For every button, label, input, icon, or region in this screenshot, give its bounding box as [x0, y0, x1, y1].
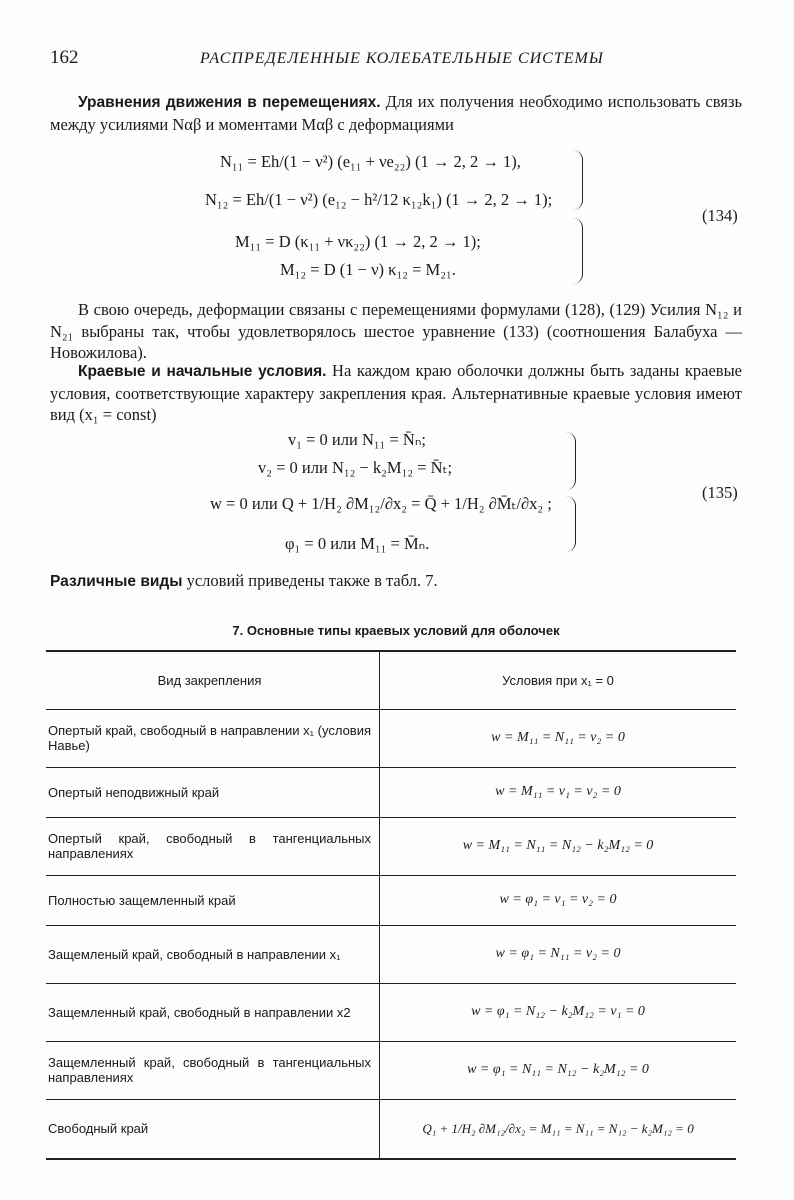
- boundary-conditions-table: [46, 650, 736, 1160]
- support-type-cell: Защемленный край, свободный в направлении x2: [46, 983, 380, 1041]
- table-row: [46, 1041, 736, 1099]
- condition-cell: Q₁ + 1/H₂ ∂M₁₂/∂x₂ = M₁₁ = N₁₁ = N₁₂ − k₂M₁₂ = 0: [380, 1099, 737, 1159]
- equation-line: φ₁ = 0 или M₁₁ = M̄ₙ.: [285, 534, 430, 553]
- paragraph-table-reference: [50, 570, 742, 593]
- paragraph-motion-equations: [50, 91, 742, 135]
- table-row: [46, 875, 736, 925]
- support-type-cell: Опертый край, свободный в направлении x₁ (условия Навье): [46, 709, 380, 767]
- page-number: 162: [50, 47, 79, 68]
- table-header-row: [46, 651, 736, 709]
- paragraph-heading: Уравнения движения в перемещениях.: [78, 94, 381, 111]
- equation-line: w = 0 или Q + 1/H₂ ∂M₁₂/∂x₂ = Q̄ + 1/H₂ ∂M̄ₜ/∂x₂ ;: [210, 494, 552, 513]
- support-type-cell: Опертый край, свободный в тангенциальных направлениях: [46, 817, 380, 875]
- table-row: [46, 1099, 736, 1159]
- equation-number: (135): [702, 483, 738, 502]
- paragraph-heading: Различные виды: [50, 573, 183, 590]
- equation-line: M₁₂ = D (1 − ν) κ₁₂ = M₂₁.: [280, 260, 456, 279]
- right-brace-lower: [565, 496, 576, 552]
- equation-135: [200, 430, 570, 560]
- equation-line: v₂ = 0 или N₁₂ − k₂M₁₂ = N̄ₜ;: [258, 458, 453, 477]
- condition-cell: w = φ₁ = N₁₁ = v₂ = 0: [380, 925, 737, 983]
- paragraph-deformations: В свою очередь, деформации связаны с перемещениями формулами (128), (129) Усилия N₁₂ и N₂₁ выбраны так, чтобы удовлетворялось шестое уравнение (133) (соотношения Балабуха — Новожилова).: [50, 300, 742, 362]
- support-type-cell: Полностью защемленный край: [46, 875, 380, 925]
- condition-cell: w = φ₁ = v₁ = v₂ = 0: [380, 875, 737, 925]
- table-row: [46, 709, 736, 767]
- support-type-cell: Защемленый край, свободный в направлении x₁: [46, 925, 380, 983]
- condition-cell: w = φ₁ = N₁₂ − k₂M₁₂ = v₁ = 0: [380, 983, 737, 1041]
- right-brace-upper: [572, 150, 583, 210]
- paragraph-text: На каждом краю оболочки должны быть заданы краевые условия, соответствующие характеру закрепления края. Альтернативные краевые условия имеют вид (x₁ = const): [50, 361, 742, 424]
- table-row: [46, 983, 736, 1041]
- equation-line: N₁₂ = Eh/(1 − ν²) (e₁₂ − h²/12 κ₁₂k₁) (1 → 2, 2 → 1);: [205, 190, 553, 209]
- column-header-support-type: Вид закрепления: [46, 651, 380, 709]
- support-type-cell: Свободный край: [46, 1099, 380, 1159]
- paragraph-text: Для их получения необходимо использовать связь между усилиями Nαβ и моментами Mαβ с деформациями: [50, 92, 742, 134]
- table-row: [46, 925, 736, 983]
- equation-134: [190, 150, 580, 286]
- right-brace-upper: [565, 432, 576, 490]
- equation-line: v₁ = 0 или N₁₁ = N̄ₙ;: [288, 430, 427, 449]
- support-type-cell: Защемленный край, свободный в тангенциальных направлениях: [46, 1041, 380, 1099]
- table-row: [46, 817, 736, 875]
- equation-line: M₁₁ = D (κ₁₁ + νκ₂₂) (1 → 2, 2 → 1);: [235, 232, 481, 251]
- running-title: РАСПРЕДЕЛЕННЫЕ КОЛЕБАТЕЛЬНЫЕ СИСТЕМЫ: [200, 50, 604, 67]
- condition-cell: w = M₁₁ = N₁₁ = N₁₂ − k₂M₁₂ = 0: [380, 817, 737, 875]
- support-type-cell: Опертый неподвижный край: [46, 767, 380, 817]
- right-brace-lower: [572, 218, 583, 284]
- table-caption: 7. Основные типы краевых условий для оболочек: [232, 623, 560, 638]
- equation-line: N₁₁ = Eh/(1 − ν²) (e₁₁ + νe₂₂) (1 → 2, 2 → 1),: [220, 152, 521, 171]
- paragraph-text: условий приведены также в табл. 7.: [182, 571, 438, 590]
- paragraph-heading: Краевые и начальные условия.: [78, 363, 327, 380]
- equation-number: (134): [702, 206, 738, 225]
- paragraph-boundary-conditions: [50, 360, 742, 426]
- condition-cell: w = M₁₁ = v₁ = v₂ = 0: [380, 767, 737, 817]
- table-row: [46, 767, 736, 817]
- condition-cell: w = φ₁ = N₁₁ = N₁₂ − k₂M₁₂ = 0: [380, 1041, 737, 1099]
- condition-cell: w = M₁₁ = N₁₁ = v₂ = 0: [380, 709, 737, 767]
- column-header-conditions: Условия при x₁ = 0: [380, 651, 737, 709]
